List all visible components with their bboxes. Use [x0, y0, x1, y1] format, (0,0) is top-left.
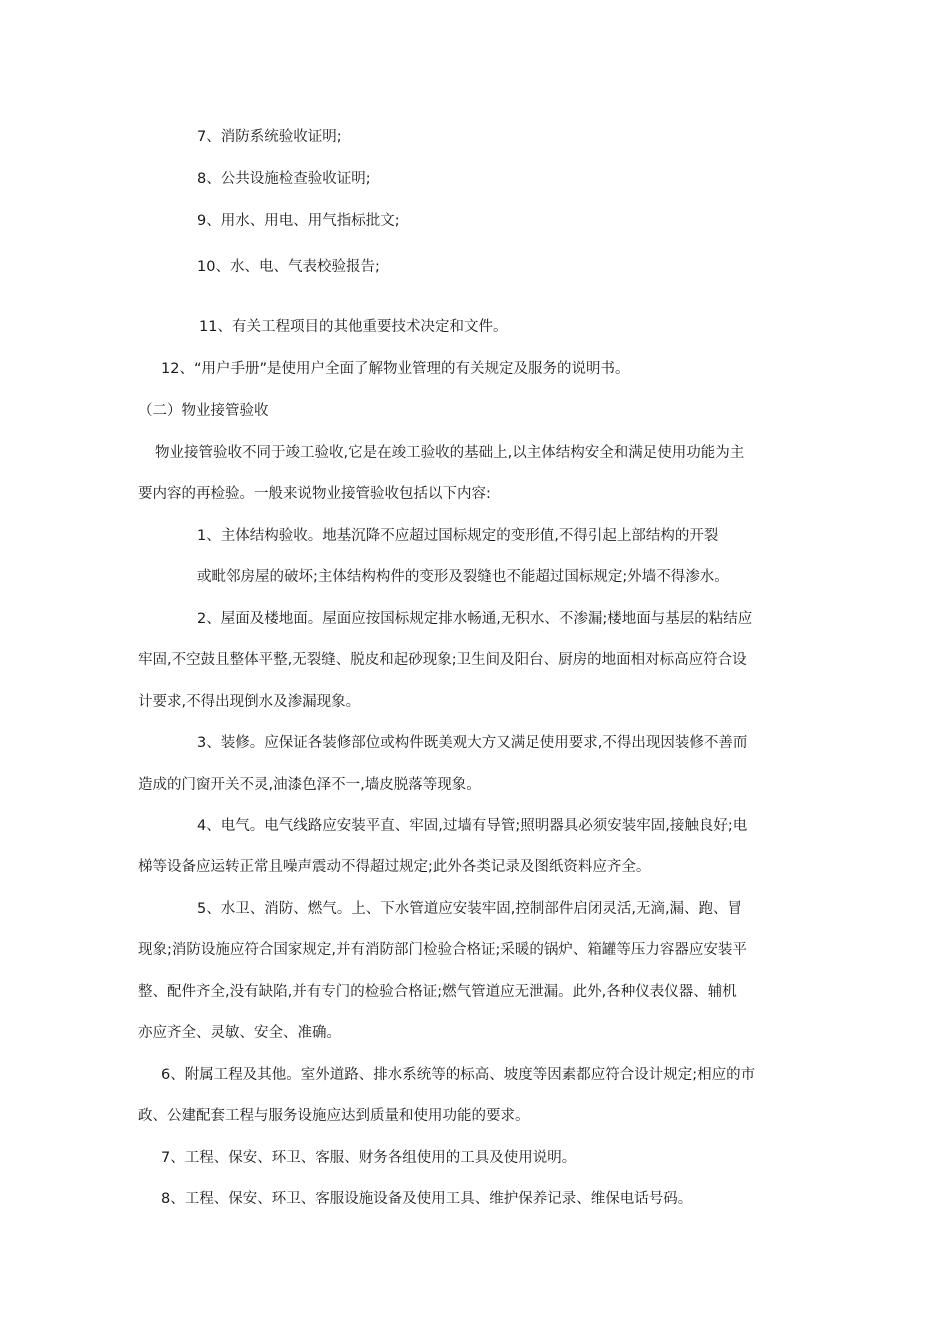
text-line: 牢固,不空鼓且整体平整,无裂缝、脱皮和起砂现象;卫生间及阳台、厨房的地面相对标高应符合设 — [138, 652, 747, 668]
text-line: 8、公共设施检查验收证明; — [197, 171, 371, 187]
text-line: 现象;消防设施应符合国家规定,并有消防部门检验合格证;采暖的锅炉、箱罐等压力容器应安装平 — [138, 942, 747, 958]
text-line: 计要求,不得出现倒水及渗漏现象。 — [138, 694, 361, 710]
text-line: 或毗邻房屋的破坏;主体结构构件的变形及裂缝也不能超过国标规定;外墙不得渗水。 — [197, 569, 729, 585]
text-line: 7、消防系统验收证明; — [197, 129, 342, 145]
text-line: 3、装修。应保证各装修部位或构件既美观大方又满足使用要求,不得出现因装修不善而 — [197, 735, 748, 751]
text-line: 整、配件齐全,没有缺陷,并有专门的检验合格证;燃气管道应无泄漏。此外,各种仪表仪器、辅机 — [138, 984, 737, 1000]
section-heading: （二）物业接管验收 — [138, 403, 269, 419]
text-line: 亦应齐全、灵敏、安全、准确。 — [138, 1025, 341, 1041]
text-line: 物业接管验收不同于竣工验收,它是在竣工验收的基础上,以主体结构安全和满足使用功能为主 — [155, 445, 745, 461]
text-line: 4、电气。电气线路应安装平直、牢固,过墙有导管;照明器具必须安装牢固,接触良好;电 — [197, 818, 748, 834]
text-line: 6、附属工程及其他。室外道路、排水系统等的标高、坡度等因素都应符合设计规定;相应的市 — [161, 1067, 756, 1083]
text-line: 9、用水、用电、用气指标批文; — [197, 213, 400, 229]
text-line: 10、水、电、气表校验报告; — [197, 259, 380, 275]
text-line: 5、水卫、消防、燃气。上、下水管道应安装牢固,控制部件启闭灵活,无滴,漏、跑、冒 — [197, 901, 743, 917]
text-line: 梯等设备应运转正常且噪声震动不得超过规定;此外各类记录及图纸资料应齐全。 — [138, 859, 651, 875]
text-line: 8、工程、保安、环卫、客服设施设备及使用工具、维护保养记录、维保电话号码。 — [161, 1191, 693, 1207]
text-line: 1、主体结构验收。地基沉降不应超过国标规定的变形值,不得引起上部结构的开裂 — [197, 528, 719, 544]
text-line: 12、“用户手册”是使用户全面了解物业管理的有关规定及服务的说明书。 — [161, 361, 630, 377]
text-line: 11、有关工程项目的其他重要技术决定和文件。 — [199, 319, 508, 335]
text-line: 2、屋面及楼地面。屋面应按国标规定排水畅通,无积水、不渗漏;楼地面与基层的粘结应 — [197, 611, 753, 627]
text-line: 政、公建配套工程与服务设施应达到质量和使用功能的要求。 — [138, 1108, 530, 1124]
text-line: 7、工程、保安、环卫、客服、财务各组使用的工具及使用说明。 — [161, 1150, 577, 1166]
text-line: 要内容的再检验。一般来说物业接管验收包括以下内容: — [138, 486, 491, 502]
text-line: 造成的门窗开关不灵,油漆色泽不一,墙皮脱落等现象。 — [138, 777, 481, 793]
